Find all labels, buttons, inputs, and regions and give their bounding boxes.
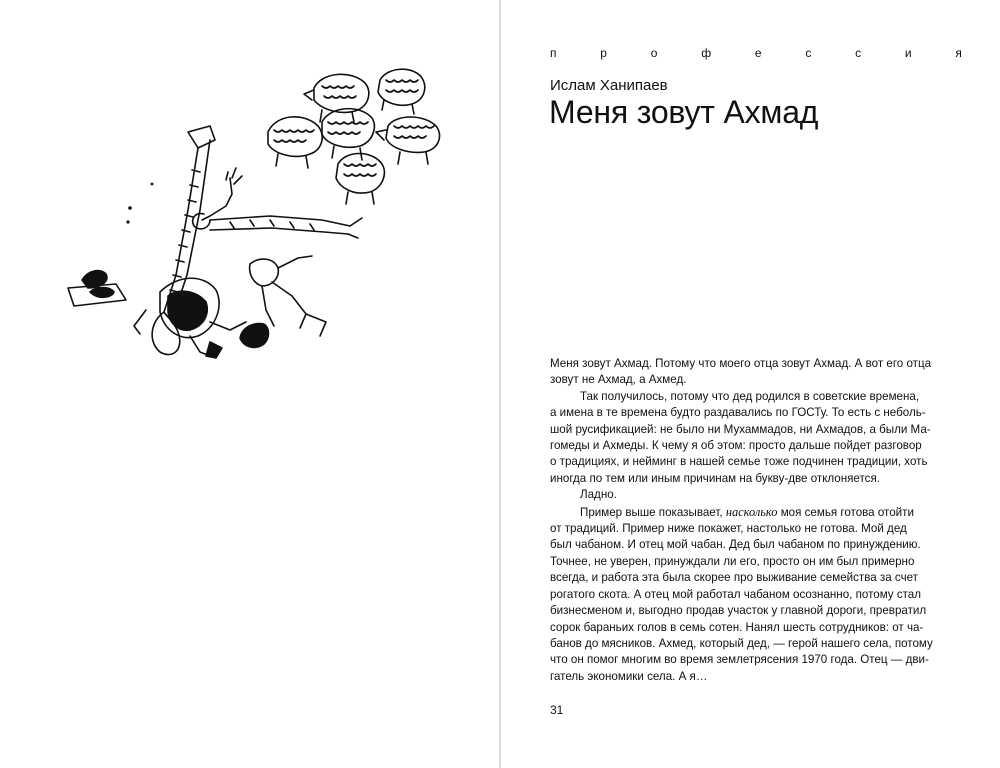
text-line: о традициях, и нейминг в нашей семье тоже подчинен традиции, хоть <box>550 455 928 469</box>
text-line: сорок бараньих голов в семь сотен. Нанял шесть сотрудников: от ча- <box>550 620 924 634</box>
text-line: иногда по тем или иным причинам на букву-две отклоняется. <box>550 471 880 485</box>
section-label-letter: о <box>650 46 658 60</box>
section-label-letter: я <box>955 46 962 60</box>
text-line: Так получилось, потому что дед родился в советские времена, <box>580 389 920 403</box>
text-line: что он помог многим во время землетрясения 1970 года. Отец — дви- <box>550 653 929 667</box>
text-line: Точнее, не уверен, принуждали ли его, просто он им был примерно <box>550 554 915 568</box>
boar-drawing <box>378 69 425 114</box>
text-line: был чабаном. И отец мой чабан. Дед был чабаном по принуждению. <box>550 538 921 552</box>
page-number: 31 <box>550 703 564 717</box>
text-line: бизнесменом и, выгодно продав участок у главной дороги, превратил <box>550 604 927 618</box>
section-label-letter: е <box>754 46 762 60</box>
text-line: Ладно. <box>580 488 617 502</box>
story-body <box>550 356 956 685</box>
paragraph <box>550 389 956 487</box>
section-label-letter: ф <box>701 46 712 60</box>
paragraph <box>550 487 956 503</box>
text-line: гатель экономики села. А я… <box>550 669 708 683</box>
text-line: банов до мясников. Ахмед, который дед, — герой нашего села, потому <box>550 636 933 650</box>
section-label-letter: п <box>550 46 557 60</box>
text-line-tail: моя семья готова отойти <box>777 505 914 519</box>
crawling-figure-drawing <box>134 278 246 356</box>
text-line: а имена в те времена будто раздавались по ГОСТу. То есть с неболь- <box>550 406 926 420</box>
text-line: от традиций. Пример ниже покажет, настолько не готова. Мой дед <box>550 522 907 536</box>
section-label-letter: и <box>904 46 912 60</box>
boar-herd-drawing <box>268 69 440 204</box>
sandals-drawing <box>68 271 126 306</box>
ink-dots-drawing <box>126 183 153 224</box>
boar-drawing <box>336 154 384 205</box>
text-line-lead: Пример выше показывает, <box>580 505 726 519</box>
paragraph <box>550 504 956 685</box>
emphasis-word: насколько <box>725 504 778 519</box>
reclining-figure-drawing <box>206 256 326 358</box>
text-line: зовут не Ахмад, а Ахмед. <box>550 373 687 387</box>
text-line: шой русификацией: не было ни Мухаммадов, ни Ахмадов, а были Ма- <box>550 422 931 436</box>
text-line: гомеды и Ахмеды. К чему я об этом: просто дальше пойдет разговор <box>550 439 922 453</box>
ink-illustration-herder-and-boars <box>60 60 470 370</box>
section-label-letter: р <box>600 46 607 60</box>
section-label <box>550 46 962 60</box>
section-label-letter: с <box>805 46 812 60</box>
boar-drawing <box>268 117 322 168</box>
boar-drawing <box>376 117 440 164</box>
text-line: рогатого скота. А отец мой работал чабаном осознанно, потому стал <box>550 587 922 601</box>
boar-drawing <box>322 109 374 160</box>
text-line: Меня зовут Ахмад. Потому что моего отца зовут Ахмад. А вот его отца <box>550 357 932 370</box>
story-title: Меня зовут Ахмад <box>549 94 819 130</box>
section-label-letter: с <box>855 46 862 60</box>
author-name: Ислам Ханипаев <box>550 77 668 94</box>
text-line: всегда, и работа эта была скорее про выживание семейства за счет <box>550 571 918 585</box>
paragraph <box>550 356 956 389</box>
boar-drawing <box>304 74 369 122</box>
